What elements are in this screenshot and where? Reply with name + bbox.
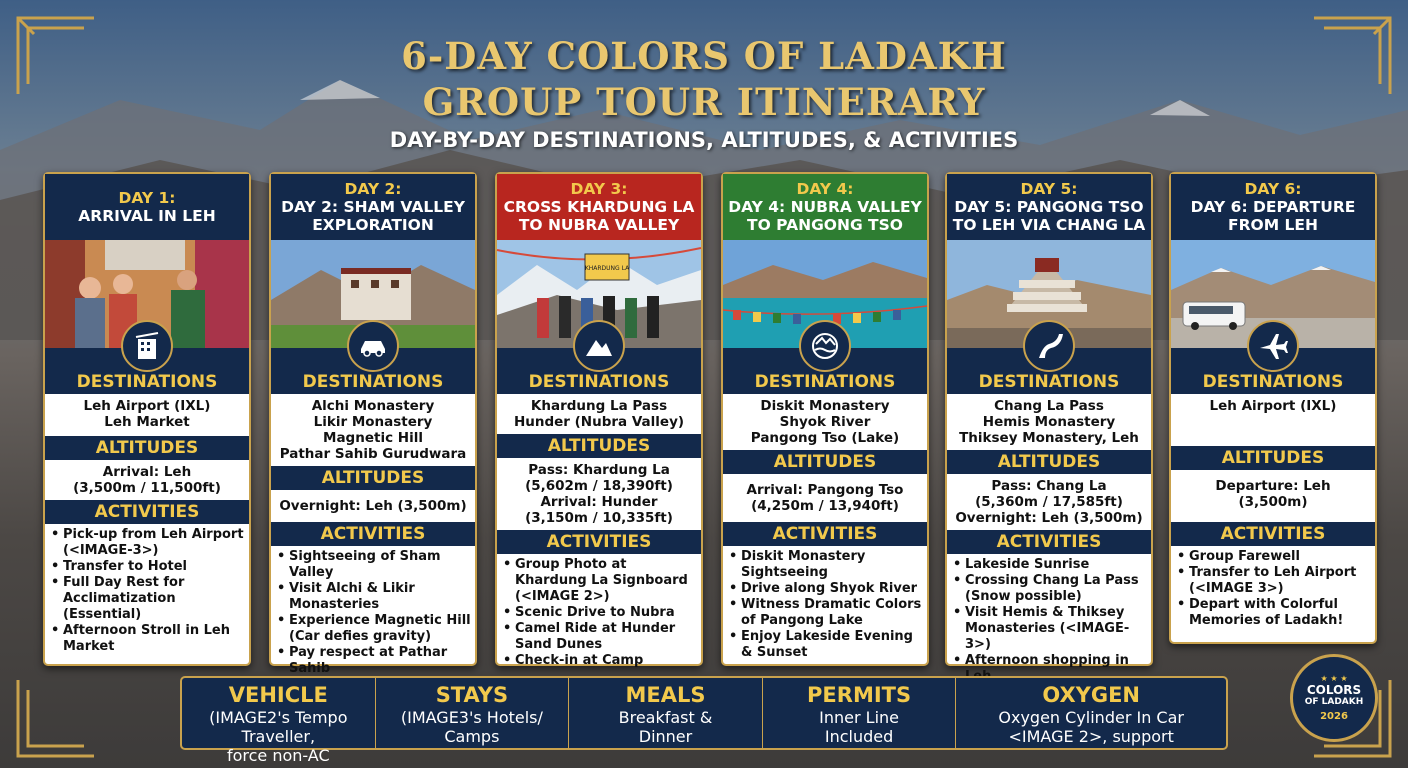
- activity-item: • Visit Alchi & Likir Monasteries: [277, 581, 471, 613]
- altitude-item: (3,150m / 10,335ft): [525, 510, 673, 526]
- day-title: DAY 4: NUBRA VALLEY TO PANGONG TSO: [728, 198, 922, 234]
- altitudes-heading: ALTITUDES: [947, 450, 1151, 474]
- day-header: [1171, 174, 1375, 240]
- destinations-heading: DESTINATIONS: [497, 348, 701, 394]
- car-icon: [347, 320, 399, 372]
- day-header: [723, 174, 927, 240]
- destination-item: Hunder (Nubra Valley): [513, 414, 685, 430]
- info-permits: [763, 678, 957, 748]
- destination-item: Khardung La Pass: [530, 398, 668, 414]
- destinations-heading: DESTINATIONS: [947, 348, 1151, 394]
- destination-item: Thiksey Monastery, Leh: [959, 430, 1139, 446]
- day-number: DAY 4:: [796, 180, 854, 198]
- signboard-text: KHARDUNG LA: [584, 265, 630, 272]
- destinations-list: [947, 394, 1151, 450]
- altitudes-heading: ALTITUDES: [497, 434, 701, 458]
- brand-seal: [1290, 654, 1378, 742]
- activities-heading: ACTIVITIES: [271, 522, 475, 546]
- day-photo: [1171, 240, 1375, 348]
- info-label: STAYS: [435, 683, 509, 707]
- info-value: Inner Line: [819, 708, 899, 727]
- info-vehicle: [182, 678, 376, 765]
- day-photo: [723, 240, 927, 348]
- destinations-heading: DESTINATIONS: [45, 348, 249, 394]
- altitudes-heading: ALTITUDES: [1171, 446, 1375, 470]
- building-icon: [121, 320, 173, 372]
- day-header: [497, 174, 701, 240]
- destination-item: Pathar Sahib Gurudwara: [279, 446, 467, 462]
- subtitle: DAY-BY-DAY DESTINATIONS, ALTITUDES, & ACTIVITIES: [389, 128, 1019, 152]
- day-header: [45, 174, 249, 240]
- destination-item: Hemis Monastery: [982, 414, 1116, 430]
- activities-heading: ACTIVITIES: [1171, 522, 1375, 546]
- altitude-item: (3,500m): [1238, 494, 1308, 510]
- corner-ornament-bottom-left: [14, 664, 110, 760]
- info-value: Breakfast &: [618, 708, 713, 727]
- destinations-list: [45, 394, 249, 434]
- info-value: Oxygen Cylinder In Car: [998, 708, 1184, 727]
- activity-item: • Scenic Drive to Nubra: [503, 605, 697, 621]
- altitudes-list: [947, 474, 1151, 530]
- day-photo: [271, 240, 475, 348]
- info-label: VEHICLE: [228, 683, 328, 707]
- day-title: DAY 5: PANGONG TSO TO LEH VIA CHANG LA: [952, 198, 1146, 234]
- day-number: DAY 6:: [1244, 180, 1302, 198]
- activities-heading: ACTIVITIES: [723, 522, 927, 546]
- destination-item: Diskit Monastery: [760, 398, 890, 414]
- info-value: (IMAGE2's Tempo Traveller,: [209, 708, 348, 746]
- activity-item: • Diskit Monastery Sightseeing: [729, 549, 923, 581]
- destination-item: Pangong Tso (Lake): [750, 430, 900, 446]
- activities-list: [1171, 546, 1375, 629]
- activity-item: • Crossing Chang La Pass (Snow possible): [953, 573, 1147, 605]
- activities-list: [947, 554, 1151, 685]
- info-meals: [569, 678, 763, 748]
- altitude-item: Pass: Chang La: [991, 478, 1107, 494]
- altitude-item: Pass: Khardung La: [528, 462, 670, 478]
- lake-icon: [799, 320, 851, 372]
- day-title: DAY 2: SHAM VALLEY EXPLORATION: [281, 198, 465, 234]
- day-number: DAY 5:: [1020, 180, 1078, 198]
- altitudes-list: [723, 474, 927, 522]
- day-card-6: [1169, 172, 1377, 644]
- info-stays: [376, 678, 570, 748]
- activity-item: • Sightseeing of Sham Valley: [277, 549, 471, 581]
- activities-list: [497, 554, 701, 669]
- activity-item: • Witness Dramatic Colors of Pangong Lake: [729, 597, 923, 629]
- destination-item: Alchi Monastery: [311, 398, 435, 414]
- destination-item: Leh Market: [104, 414, 190, 430]
- day-number: DAY 2:: [344, 180, 402, 198]
- day-card-1: [43, 172, 251, 666]
- info-value: (IMAGE3's Hotels/: [400, 708, 543, 727]
- altitude-item: Arrival: Hunder: [540, 494, 658, 510]
- activity-item: • Check-in at Camp: [503, 653, 697, 669]
- road-icon: [1023, 320, 1075, 372]
- day-header: [947, 174, 1151, 240]
- activity-item: • Depart with Colorful Memories of Ladakh!: [1177, 597, 1371, 629]
- destination-item: Leh Airport (IXL): [83, 398, 211, 414]
- plane-icon: [1247, 320, 1299, 372]
- day-photo: [497, 240, 701, 348]
- altitude-item: (4,250m / 13,940ft): [751, 498, 899, 514]
- info-oxygen: [956, 678, 1226, 748]
- destination-item: Likir Monastery: [313, 414, 433, 430]
- title-line-2: GROUP TOUR ITINERARY: [422, 80, 986, 124]
- activity-item: • Group Farewell: [1177, 549, 1371, 565]
- activities-heading: ACTIVITIES: [947, 530, 1151, 554]
- star-icon: ★ ★ ★: [1320, 673, 1348, 683]
- mountain-icon: [573, 320, 625, 372]
- day-photo: [45, 240, 249, 348]
- altitude-item: Overnight: Leh (3,500m): [955, 510, 1143, 526]
- day-title: CROSS KHARDUNG LA TO NUBRA VALLEY: [503, 198, 695, 234]
- activities-list: [45, 524, 249, 655]
- day-card-4: [721, 172, 929, 666]
- altitudes-list: [271, 490, 475, 522]
- info-label: PERMITS: [807, 683, 912, 707]
- seal-year: 2026: [1320, 710, 1348, 722]
- activity-item: • Group Photo at Khardung La Signboard (<IMAGE 2>): [503, 557, 697, 605]
- day-card-5: [945, 172, 1153, 666]
- title-line-1: 6-DAY COLORS OF LADAKH: [401, 34, 1007, 78]
- day-header: [271, 174, 475, 240]
- activity-item: • Camel Ride at Hunder Sand Dunes: [503, 621, 697, 653]
- altitudes-heading: ALTITUDES: [45, 436, 249, 460]
- destinations-heading: DESTINATIONS: [1171, 348, 1375, 394]
- destinations-heading: DESTINATIONS: [271, 348, 475, 394]
- altitude-item: (5,360m / 17,585ft): [975, 494, 1123, 510]
- activity-item: • Lakeside Sunrise: [953, 557, 1147, 573]
- activity-item: • Visit Hemis & Thiksey Monasteries (<IMAGE-3>): [953, 605, 1147, 653]
- activities-list: [723, 546, 927, 661]
- day-card-2: [269, 172, 477, 676]
- destinations-list: [497, 394, 701, 434]
- day-number: DAY 1:: [118, 189, 176, 207]
- day-title: ARRIVAL IN LEH: [78, 207, 216, 225]
- day-card-3: [495, 172, 703, 666]
- activity-item: • Afternoon shopping in: [953, 653, 1147, 685]
- destinations-list: [1171, 394, 1375, 446]
- altitude-item: Departure: Leh: [1215, 478, 1331, 494]
- info-value: Included: [824, 727, 894, 746]
- info-value: Camps: [444, 727, 500, 746]
- info-bar: [180, 676, 1228, 765]
- activities-heading: ACTIVITIES: [497, 530, 701, 554]
- altitudes-list: [497, 458, 701, 530]
- activity-item: • Pay respect at Pathar Sahib: [277, 645, 471, 677]
- activity-item: • Enjoy Lakeside Evening & Sunset: [729, 629, 923, 661]
- destination-item: Chang La Pass: [994, 398, 1104, 414]
- info-value: Dinner: [638, 727, 693, 746]
- activity-item: • Afternoon Stroll in Leh Market: [51, 623, 245, 655]
- seal-line-2: OF LADAKH: [1304, 696, 1364, 707]
- altitudes-heading: ALTITUDES: [723, 450, 927, 474]
- activity-item: • Full Day Rest for Acclimatization (Essential): [51, 575, 245, 623]
- day-photo: [947, 240, 1151, 348]
- day-title: DAY 6: DEPARTURE FROM LEH: [1190, 198, 1356, 234]
- seal-line-1: COLORS: [1306, 682, 1362, 697]
- activity-item: • Pick-up from Leh Airport (<IMAGE-3>): [51, 527, 245, 559]
- destination-item: Shyok River: [779, 414, 871, 430]
- info-value: <IMAGE 2>, support: [1008, 727, 1174, 746]
- altitude-item: (3,500m / 11,500ft): [73, 480, 221, 496]
- destinations-heading: DESTINATIONS: [723, 348, 927, 394]
- day-number: DAY 3:: [570, 180, 628, 198]
- altitude-item: Overnight: Leh (3,500m): [279, 498, 467, 514]
- destination-item: Magnetic Hill: [323, 430, 423, 446]
- activity-item: • Drive along Shyok River: [729, 581, 923, 597]
- altitude-item: Arrival: Leh: [102, 464, 192, 480]
- info-label: OXYGEN: [1042, 683, 1141, 707]
- activity-item: • Experience Magnetic Hill (Car defies gravity): [277, 613, 471, 645]
- altitude-item: (5,602m / 18,390ft): [525, 478, 673, 494]
- destinations-list: [271, 394, 475, 466]
- altitudes-list: [1171, 470, 1375, 522]
- activity-item: • Transfer to Hotel: [51, 559, 245, 575]
- altitudes-list: [45, 460, 249, 500]
- altitude-item: Arrival: Pangong Tso: [746, 482, 904, 498]
- activities-heading: ACTIVITIES: [45, 500, 249, 524]
- destinations-list: [723, 394, 927, 450]
- activities-list: [271, 546, 475, 677]
- destination-item: Leh Airport (IXL): [1209, 398, 1337, 414]
- info-label: MEALS: [625, 683, 706, 707]
- info-value: force non-AC: [226, 746, 330, 765]
- altitudes-heading: ALTITUDES: [271, 466, 475, 490]
- activity-item: • Transfer to Leh Airport (<IMAGE 3>): [1177, 565, 1371, 597]
